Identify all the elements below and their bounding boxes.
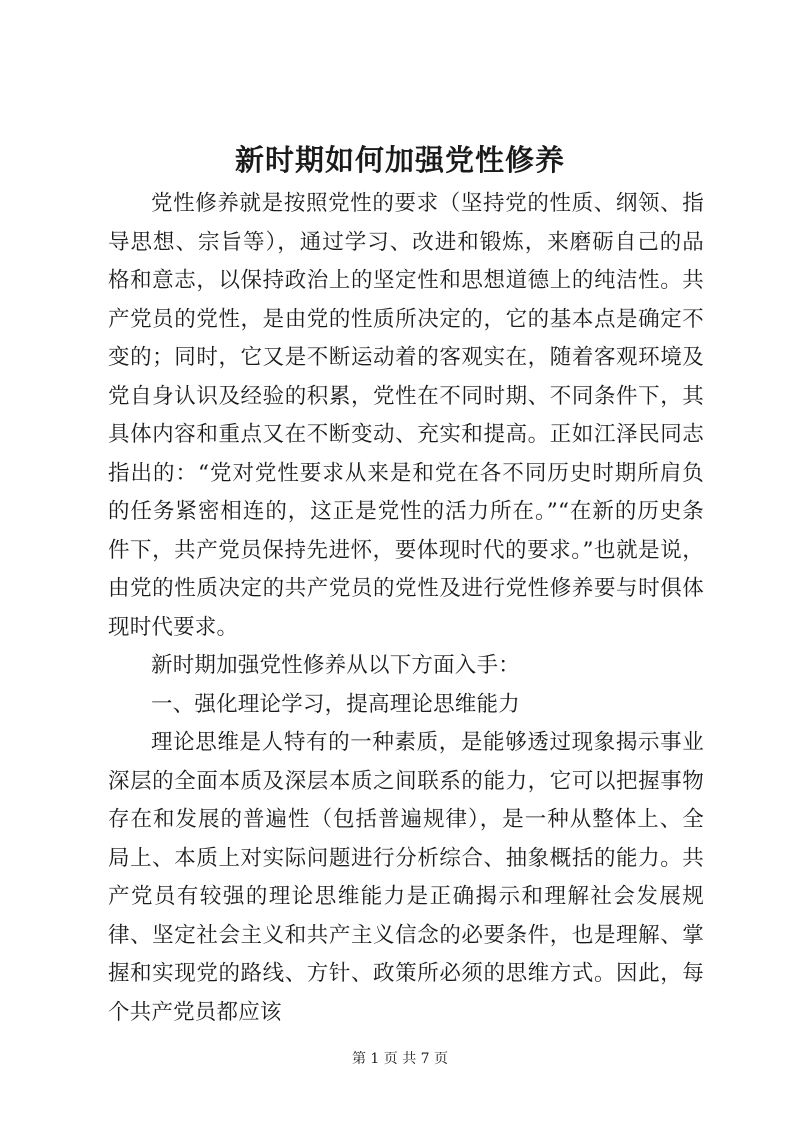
document-title: 新时期如何加强党性修养	[234, 143, 565, 177]
paragraph-approach: 新时期加强党性修养从以下方面入手：	[151, 653, 520, 678]
document-body	[108, 185, 704, 1032]
paragraph-intro: 党性修养就是按照党性的要求（坚持党的性质、纲领、指导思想、宗旨等），通过学习、改进和锻炼，来磨砺自己的品格和意志，以保持政治上的坚定性和思想道德上的纯洁性。共产党员的党性，是由党的性质所决定的，它的基本点是确定不变的；同时，它又是不断运动着的客观实在，随着客观环境及党自身认识及经验的积累，党性在不同时期、不同条件下，其具体内容和重点又在不断变动、充实和提高。正如江泽民同志指出的：“党对党性要求从来是和党在各不同历史时期所肩负的任务紧密相连的，这正是党性的活力所在。”“在新的历史条件下，共产党员保持先进怀，要体现时代的要求。”也就是说，由党的性质决定的共产党员的党性及进行党性修养要与时俱体现时代要求。	[108, 191, 704, 640]
section-heading-1: 一、强化理论学习，提高理论思维能力	[151, 691, 520, 717]
paragraph-theory: 理论思维是人特有的一种素质，是能够透过现象揭示事业深层的全面本质及深层本质之间联系的能力，它可以把握事物存在和发展的普遍性（包括普遍规律），是一种从整体上、全局上、本质上对实际问题进行分析综合、抽象概括的能力。共产党员有较强的理论思维能力是正确揭示和理解社会发展规律、坚定社会主义和共产主义信念的必要条件，也是理解、掌握和实现党的路线、方针、政策所必须的思维方式。因此，每个共产党员都应该	[108, 730, 704, 1025]
page-footer: 第 1 页 共 7 页	[351, 1051, 449, 1067]
